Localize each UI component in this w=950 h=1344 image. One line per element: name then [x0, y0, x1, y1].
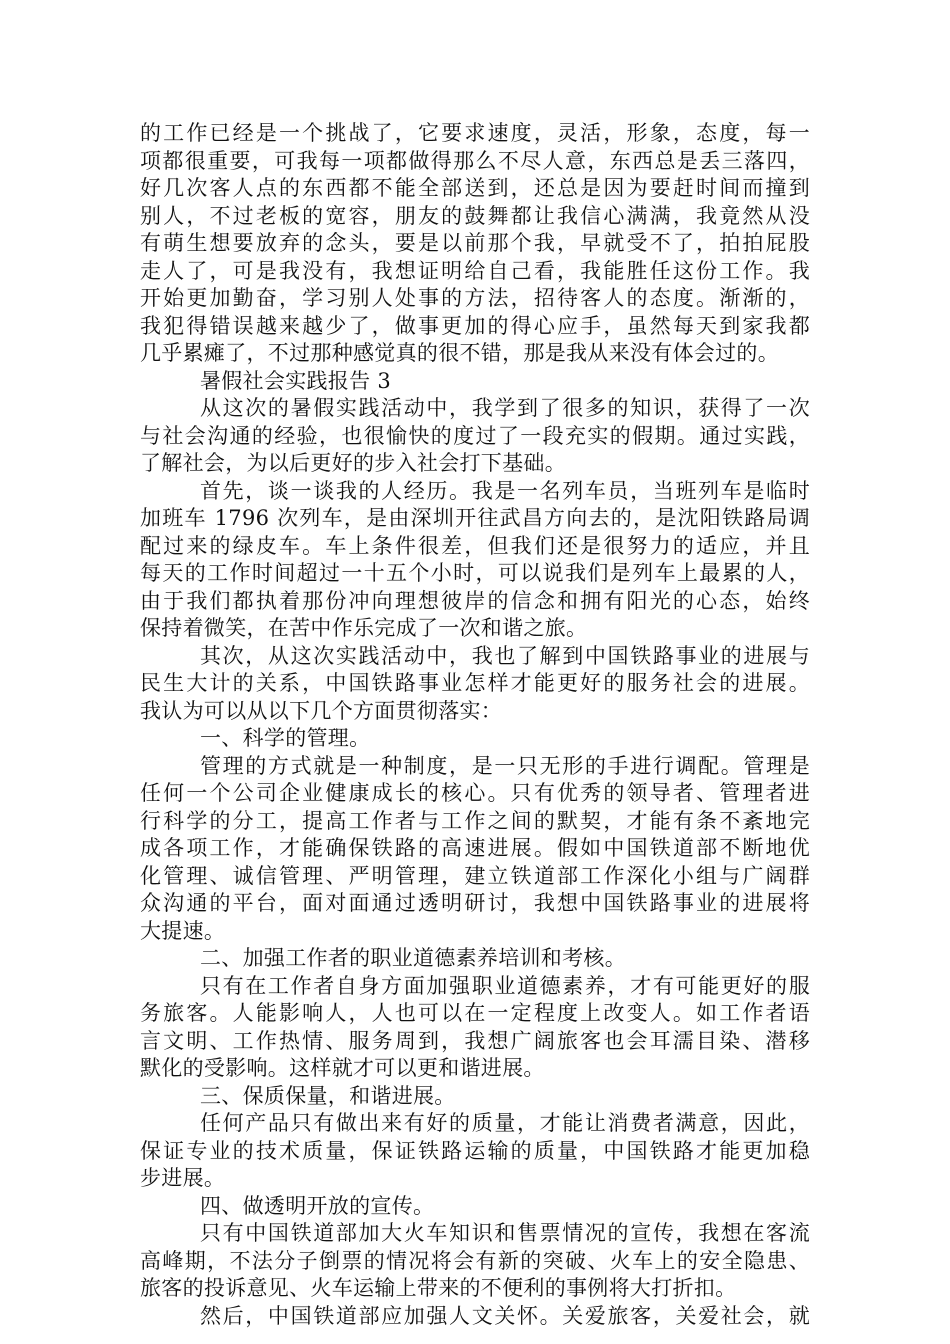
- text-line: 只有在工作者自身方面加强职业道德素养，才有可能更好的服: [200, 973, 810, 998]
- text-line: 有萌生想要放弃的念头，要是以前那个我，早就受不了，拍拍屁股: [140, 231, 810, 255]
- text-line: 化管理、诚信管理、严明管理，建立铁道部工作深化小组与广阔群: [140, 863, 810, 888]
- document-body: [140, 120, 810, 1330]
- text-line: 配过来的绿皮车。车上条件很差，但我们还是很努力的适应，并且: [140, 533, 810, 558]
- text-line: 保证专业的技术质量，保证铁路运输的质量，中国铁路才能更加稳: [140, 1138, 810, 1163]
- text-line: 从这次的暑假实践活动中，我学到了很多的知识，获得了一次: [200, 396, 810, 420]
- text-line: 开始更加勤奋，学习别人处事的方法，招待客人的态度。渐渐的，: [140, 286, 810, 310]
- text-line: 我认为可以从以下几个方面贯彻落实：: [140, 698, 503, 723]
- text-line: 任何产品只有做出来有好的质量，才能让消费者满意，因此，: [200, 1111, 810, 1135]
- text-line: 了解社会，为以后更好的步入社会打下基础。: [140, 451, 566, 475]
- text-line: 民生大计的关系，中国铁路事业怎样才能更好的服务社会的进展。: [140, 671, 810, 695]
- text-line: 其次，从这次实践活动中，我也了解到中国铁路事业的进展与: [200, 643, 810, 668]
- text-line: 言文明、工作热情、服务周到，我想广阔旅客也会耳濡目染、潜移: [140, 1028, 810, 1053]
- text-line: 由于我们都执着那份冲向理想彼岸的信念和拥有阳光的心态，始终: [140, 588, 810, 613]
- text-line: 众沟通的平台，面对面通过透明研讨，我想中国铁路事业的进展将: [140, 891, 810, 915]
- text-line: 成各项工作，才能确保铁路的高速进展。假如中国铁道部不断地优: [140, 836, 810, 860]
- text-line: 加班车 1796 次列车，是由深圳开往武昌方向去的，是沈阳铁路局调: [140, 506, 810, 530]
- text-line: 二、加强工作者的职业道德素养培训和考核。: [200, 946, 626, 970]
- text-line: 几乎累瘫了，不过那种感觉真的很不错，那是我从来没有体会过的。: [140, 341, 779, 365]
- text-line: 项都很重要，可我每一项都做得那么不尽人意，东西总是丢三落四，: [140, 148, 810, 173]
- text-line: 任何一个公司企业健康成长的核心。只有优秀的领导者、管理者进: [140, 781, 810, 805]
- text-line: 的工作已经是一个挑战了，它要求速度，灵活，形象，态度，每一: [140, 121, 810, 145]
- text-line: 保持着微笑，在苦中作乐完成了一次和谐之旅。: [140, 616, 588, 640]
- text-line: 我犯得错误越来越少了，做事更加的得心应手，虽然每天到家我都: [140, 313, 810, 338]
- text-line: 管理的方式就是一种制度，是一只无形的手进行调配。管理是: [200, 753, 810, 778]
- text-line: 与社会沟通的经验，也很愉快的度过了一段充实的假期。通过实践，: [140, 423, 810, 448]
- text-line: 每天的工作时间超过一十五个小时，可以说我们是列车上最累的人，: [140, 561, 810, 585]
- text-line: 大提速。: [140, 918, 226, 943]
- text-line: 务旅客。人能影响人，人也可以在一定程度上改变人。如工作者语: [140, 1001, 810, 1025]
- text-line: 只有中国铁道部加大火车知识和售票情况的宣传，我想在客流: [200, 1221, 810, 1245]
- text-line: 好几次客人点的东西都不能全部送到，还总是因为要赶时间而撞到: [140, 176, 810, 200]
- text-line: 三、保质保量，和谐进展。: [200, 1083, 456, 1108]
- text-line: 走人了，可是我没有，我想证明给自己看，我能胜任这份工作。我: [140, 258, 810, 283]
- text-line: 别人，不过老板的宽容，朋友的鼓舞都让我信心满满，我竟然从没: [140, 203, 810, 228]
- text-line: 旅客的投诉意见、火车运输上带来的不便利的事例将大打折扣。: [140, 1276, 737, 1300]
- text-line: 四、做透明开放的宣传。: [200, 1193, 435, 1218]
- text-line: 步进展。: [140, 1166, 226, 1190]
- text-line: 然后，中国铁道部应加强人文关怀。关爱旅客，关爱社会，就: [200, 1303, 810, 1328]
- text-line: 默化的受影响。这样就才可以更和谐进展。: [140, 1056, 545, 1080]
- text-line: 暑假社会实践报告 3: [200, 368, 392, 393]
- text-line: 行科学的分工，提高工作者与工作之间的默契，才能有条不紊地完: [140, 808, 810, 833]
- text-line: 高峰期，不法分子倒票的情况将会有新的突破、火车上的安全隐患、: [140, 1248, 810, 1273]
- text-line: 一、科学的管理。: [200, 726, 371, 750]
- text-line: 首先，谈一谈我的人经历。我是一名列车员，当班列车是临时: [200, 478, 810, 503]
